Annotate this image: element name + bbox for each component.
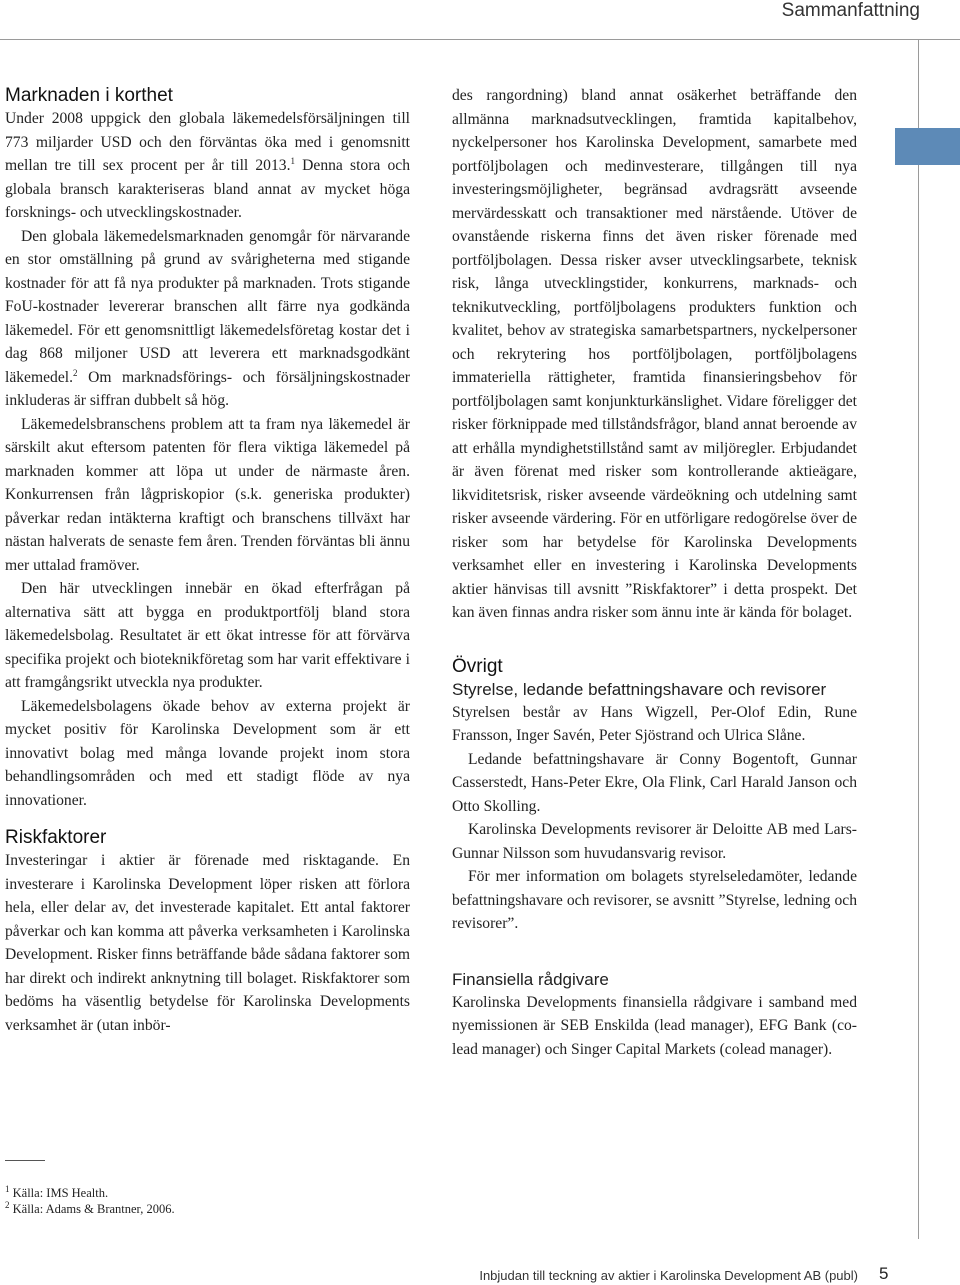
header-divider: [0, 39, 960, 40]
paragraph: Läkemedelsbranschens problem att ta fram nya läkemedel är särskilt akut eftersom patenten för flera viktiga läkemedel på marknaden kommer att löpa ut under de närmaste åren. Konkurrensen från lågpriskopior (s.k. generiska produkter) påverkar redan intäkterna kraftigt och branschens tillväxt har nästan halverats de senaste fem åren. Trenden förväntas bli ännu mer uttalad framöver.: [5, 415, 410, 574]
paragraph: Läkemedelsbolagens ökade behov av externa projekt är mycket positiv för Karolinska Development som är ett innovativt bolag med många lovande projekt inom stora behandlingsområden och med ett stadigt flöde av nya innovationer.: [5, 697, 410, 809]
paragraph: Styrelsen består av Hans Wigzell, Per-Olof Edin, Rune Fransson, Inger Savén, Peter Sjöstrand och Ulrica Slåne.: [452, 703, 857, 744]
paragraph: Karolinska Developments revisorer är Deloitte AB med Lars-Gunnar Nilsson som huvudansvarig revisor.: [452, 821, 857, 862]
paragraph-risk-part1: Investeringar i aktier är förenade med risktagande. En investerare i Karolinska Development löper risken att förlora hela, eller delar av, det investerade kapitalet. Ett antal faktorer påverkar och kan komma att påverka verksamheten i Karolinska Development. Risker finns beträffande både sådana faktorer som har direkt och indirekt anknytning till bolaget. Riskfaktorer som bedöms ha väsentlig betydelse för Karolinska Developments verksamhet är (utan inbör-: [5, 852, 411, 1034]
heading-marknaden: Marknaden i korthet: [5, 85, 173, 106]
section-tab-marker: [895, 128, 960, 165]
vertical-divider: [918, 39, 919, 1239]
paragraph-risk-part2: des rangordning) bland annat osäkerhet beträffande den allmänna marknadsutvecklingen, framtida kapitalbehov, nyckelpersoner hos Karolinska Development, samarbete med portföljbolagen och medinvesterare, tillgången till nya investeringsmöjligheter, begränsad avdragsrätt avseende mervärdesskatt och transaktioner med närstående. Utöver de ovanstående riskerna finns det även risker förenade med portföljbolagen. Dessa risker avser utvecklingsarbete, teknisk risk, långa utvecklingstider, konkurrens, marknads- och teknikutveckling, portföljbolagens produkters funktion och kvalitet, behov av strategiska samarbetspartners, nyckelpersoner och rekrytering hos portföljbolagen, portföljbolagens immateriella rättigheter, framtida finansieringsbehov för portföljbolagen samt konjunkturkänslighet. Vidare föreligger det risker förknippade med tillståndsfrågor, bland annat beroende av att erhålla myndighetstillstånd samt av miljöregler. Erbjudandet är även förenat med risker som kontrollerande aktieägare, likviditetsrisk, risker avseende värdeökning och utdelning samt risker avseende värdering. För en utförligare redogörelse över de risker som har betydelse för Karolinska Developments verksamhet eller en investering i Karolinska Developments aktier hänvisas till avsnitt ”Riskfaktorer” i detta prospekt. Det kan även finnas andra risker som ännu inte är kända för bolaget.: [452, 87, 857, 621]
footnote-ref: 1: [290, 155, 295, 166]
right-column: [452, 84, 857, 1061]
heading-ovrigt: Övrigt: [452, 655, 503, 677]
footnotes: [5, 1185, 175, 1217]
left-column: [5, 84, 410, 1037]
footnote: $^2$ Källa: Adams & Brantner, 2006.: [5, 1199, 175, 1216]
subheading-styrelse: Styrelse, ledande befattningshavare och revisorer: [452, 679, 827, 699]
heading-riskfaktorer: Riskfaktorer: [5, 827, 107, 848]
paragraph: Karolinska Developments finansiella rådgivare i samband med nyemissionen är SEB Enskilda (lead manager), EFG Bank (co-lead manager) och Singer Capital Markets (colead manager).: [452, 993, 857, 1058]
paragraph: Den här utvecklingen innebär en ökad efterfrågan på alternativa sätt att bygga en produktportfölj bland stora läkemedelsbolag. Resultatet är ett ökat intresse för att förvärva specifika projekt och bioteknikföretag som har varit effektivare i att framgångsrikt utveckla nya produkter.: [5, 580, 410, 691]
paragraph: Den globala läkemedelsmarknaden genomgår för närvarande en stor omställning på grund av svårigheterna med stigande kostnader för att få nya produkter på marknaden. Trots stigande FoU-kostnader levererar branschen allt färre nya godkända läkemedel. För ett genomsnittligt läkemedelsföretag kostar det i dag 868 miljoner USD att leverera ett marknadsgodkänt läkemedel.$^2$ Om marknadsförings- och försäljningskostnader inkluderas är siffran dubbelt så hög.: [5, 227, 410, 409]
section-label: Sammanfattning: [781, 0, 920, 21]
footnote-divider: [5, 1160, 45, 1161]
paragraph: Under 2008 uppgick den globala läkemedelsförsäljningen till 773 miljarder USD och den förväntas öka med i genomsnitt mellan tre till sex procent per år till 2013.$^1$ Denna stora och globala bransch karakteriseras bland annat av mycket höga forsknings- och utvecklingskostnader.: [5, 110, 410, 221]
paragraph: För mer information om bolagets styrelseledamöter, ledande befattningshavare och revisorer, se avsnitt ”Styrelse, ledning och revisorer”.: [452, 868, 857, 932]
page-number: 5: [879, 1264, 889, 1283]
subheading-finansiella-radgivare: Finansiella rådgivare: [452, 969, 609, 989]
paragraph: Ledande befattningshavare är Conny Bogentoft, Gunnar Casserstedt, Hans-Peter Ekre, Ola Flink, Carl Harald Janson och Otto Skolling.: [452, 750, 857, 815]
footer-text: Inbjudan till teckning av aktier i Karolinska Development AB (publ): [479, 1268, 858, 1283]
footnote: $^1$ Källa: IMS Health.: [5, 1183, 109, 1200]
footnote-ref: 2: [72, 367, 78, 378]
